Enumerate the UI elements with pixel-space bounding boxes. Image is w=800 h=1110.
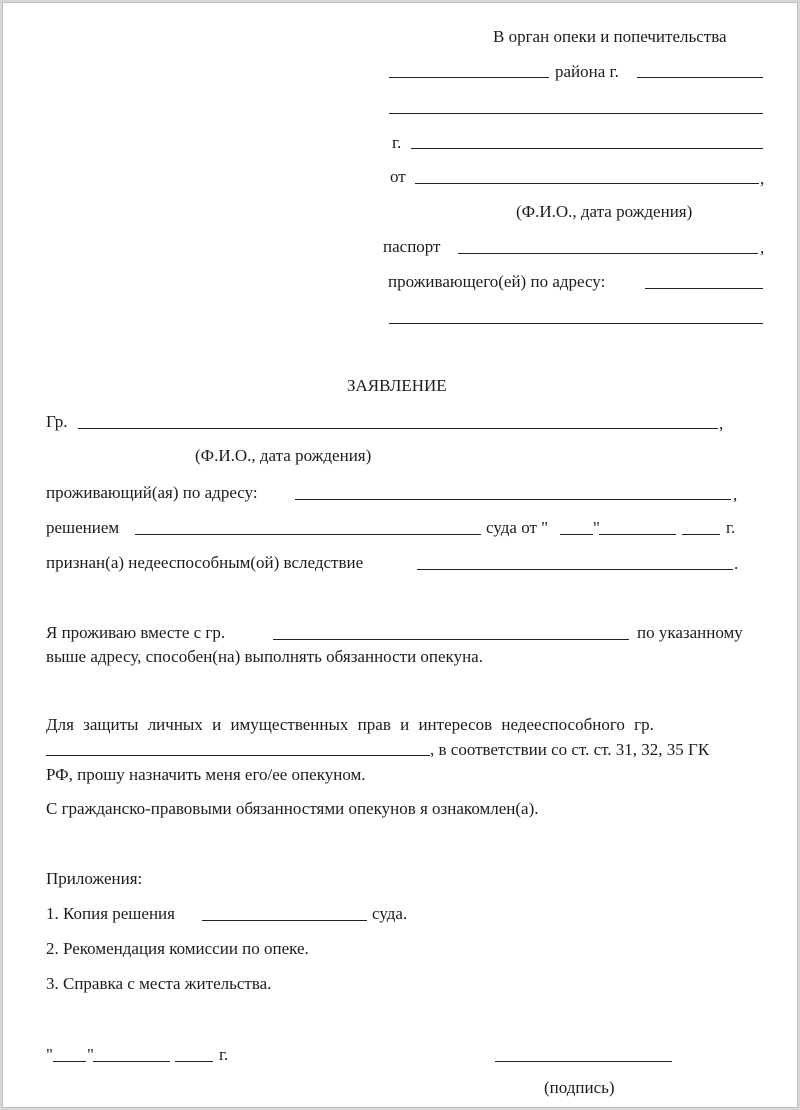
court-from: суда от " (486, 518, 549, 537)
footer-year-blank[interactable] (175, 1061, 213, 1062)
district-city-blank[interactable] (637, 77, 763, 78)
attachment-1-suffix: суда. (372, 904, 408, 923)
city-blank[interactable] (411, 148, 763, 149)
signature-hint: (подпись) (544, 1078, 615, 1097)
footer-day-blank[interactable] (53, 1061, 86, 1062)
district-label: района г. (555, 62, 619, 81)
decision-month-blank[interactable] (599, 534, 676, 535)
footer-year-suffix: г. (219, 1045, 229, 1064)
document-page (2, 2, 798, 1108)
city-prefix: г. (392, 133, 402, 152)
attachment-1-blank[interactable] (202, 920, 367, 921)
residing-prefix: проживающего(ей) по адресу: (388, 272, 606, 291)
citizen-blank[interactable] (78, 428, 718, 429)
decision-year-blank[interactable] (682, 534, 720, 535)
residing-extra-blank[interactable] (389, 323, 763, 324)
para1-end: выше адресу, способен(на) выполнять обязанности опекуна. (46, 647, 483, 666)
cohabitant-blank[interactable] (273, 639, 629, 640)
from-prefix: от (390, 167, 406, 186)
residing-blank[interactable] (645, 288, 763, 289)
decision-quote-close: " (593, 518, 600, 537)
footer-month-blank[interactable] (93, 1061, 170, 1062)
footer-quote-open: " (46, 1045, 53, 1064)
para2-line1: Для защиты личных и имущественных прав и интересов недееспособного гр. (46, 715, 654, 734)
para2-line3: РФ, прошу назначить меня его/ее опекуном. (46, 765, 366, 784)
passport-prefix: паспорт (383, 237, 441, 256)
passport-comma: , (760, 238, 765, 257)
from-hint: (Ф.И.О., дата рождения) (516, 202, 693, 221)
footer-quote-close: " (87, 1045, 94, 1064)
recognized-reason-blank[interactable] (417, 569, 733, 570)
body-residing-prefix: проживающий(ая) по адресу: (46, 483, 258, 502)
citizen-comma: , (719, 414, 724, 433)
para1-start: Я проживаю вместе с гр. (46, 623, 226, 642)
document-title: ЗАЯВЛЕНИЕ (347, 376, 447, 395)
recognized-period: . (734, 554, 739, 573)
addressee-line: В орган опеки и попечительства (493, 27, 727, 46)
decision-day-blank[interactable] (560, 534, 593, 535)
para3: С гражданско-правовыми обязанностями опекунов я ознакомлен(а). (46, 799, 539, 818)
decision-blank[interactable] (135, 534, 481, 535)
attachments-heading: Приложения: (46, 869, 143, 888)
para2-line2-tail: , в соответствии со ст. ст. 31, 32, 35 ГК (430, 740, 710, 759)
decision-year-suffix: г. (726, 518, 736, 537)
from-comma: , (760, 169, 765, 188)
attachment-1-prefix: 1. Копия решения (46, 904, 175, 923)
signature-blank[interactable] (495, 1061, 672, 1062)
from-blank[interactable] (415, 183, 759, 184)
para1-mid: по указанному (637, 623, 743, 642)
passport-blank[interactable] (458, 253, 758, 254)
decision-prefix: решением (46, 518, 120, 537)
attachment-2: 2. Рекомендация комиссии по опеке. (46, 939, 309, 958)
district-blank[interactable] (389, 77, 549, 78)
body-residing-blank[interactable] (295, 499, 731, 500)
ward-name-blank[interactable] (46, 755, 430, 756)
authority-extra-blank[interactable] (389, 113, 763, 114)
body-residing-comma: , (733, 485, 738, 504)
citizen-prefix: Гр. (46, 412, 68, 431)
recognized-prefix: признан(а) недееспособным(ой) вследствие (46, 553, 364, 572)
attachment-3: 3. Справка с места жительства. (46, 974, 272, 993)
citizen-hint: (Ф.И.О., дата рождения) (195, 446, 372, 465)
